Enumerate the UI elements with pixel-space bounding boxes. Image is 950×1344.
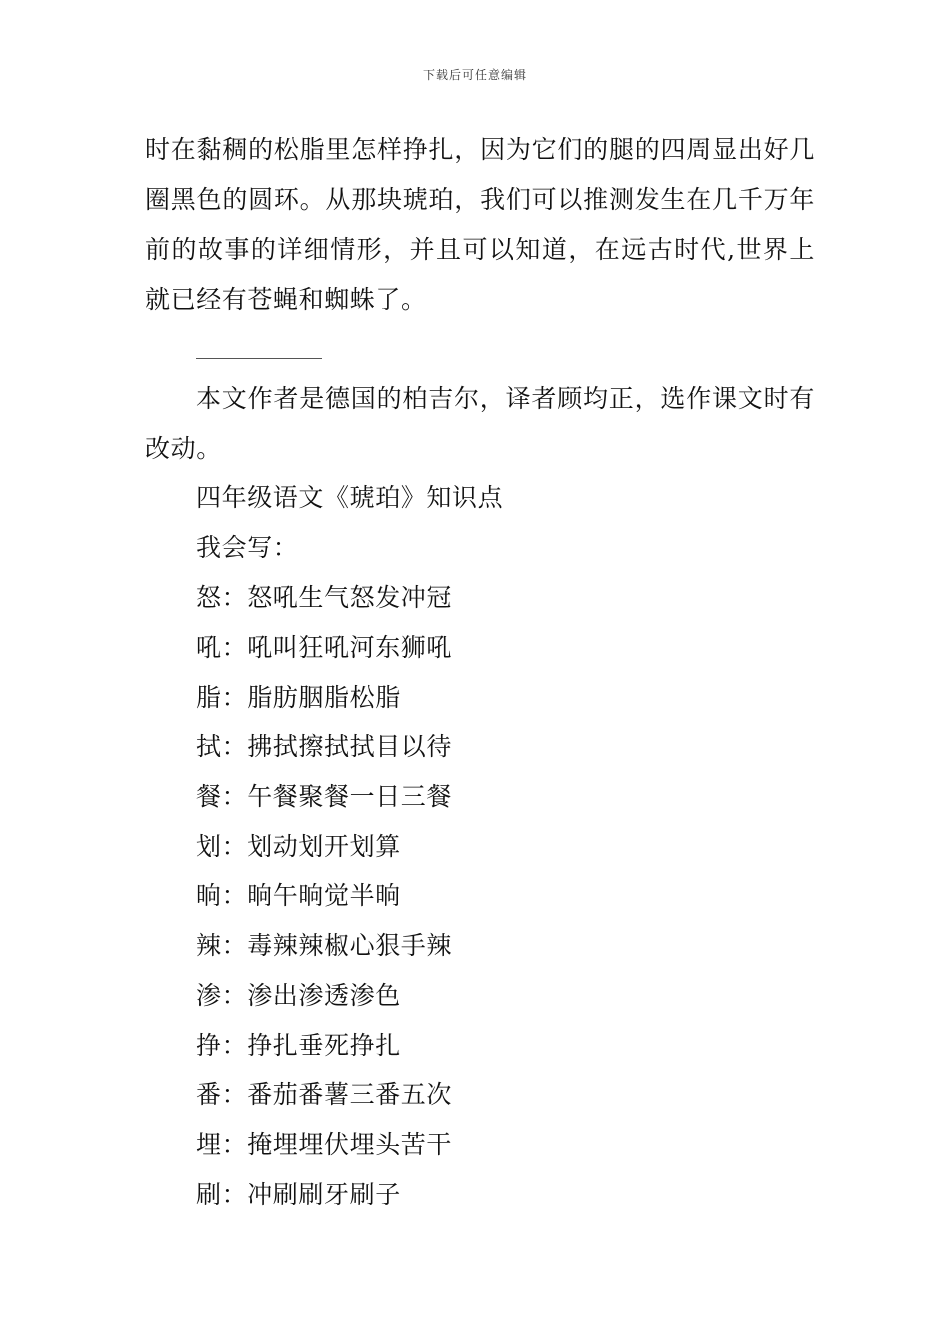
vocab-line: 埋：掩埋埋伏埋头苦干 [196,1130,453,1159]
footnote-divider [196,358,322,359]
body-paragraph: 时在黏稠的松脂里怎样挣扎，因为它们的腿的四周显出好几圈黑色的圆环。从那块琥珀，我们可以推测发生在几千万年前的故事的详细情形，并且可以知道，在远古时代,世界上就已经有苍蝇和蜘蛛了。 [145,135,815,314]
page-header: 下载后可任意编辑 [422,68,527,82]
section-title: 四年级语文《琥珀》知识点 [196,483,504,512]
vocab-line: 晌：晌午晌觉半晌 [196,881,401,910]
vocab-line: 拭：拂拭擦拭拭目以待 [196,732,453,761]
vocab-line: 餐：午餐聚餐一日三餐 [196,782,453,811]
vocab-line: 渗：渗出渗透渗色 [196,981,401,1010]
vocab-line: 辣：毒辣辣椒心狠手辣 [196,931,453,960]
footnote-paragraph: 本文作者是德国的柏吉尔，译者顾均正，选作课文时有改动。 [145,384,815,463]
vocab-line: 挣：挣扎垂死挣扎 [196,1031,401,1060]
vocab-line: 番：番茄番薯三番五次 [196,1080,453,1109]
vocab-line: 脂：脂肪胭脂松脂 [196,683,401,712]
vocab-line: 刷：冲刷刷牙刷子 [196,1180,401,1209]
vocab-line: 划：划动划开划算 [196,832,401,861]
vocab-line: 吼：吼叫狂吼河东狮吼 [196,633,453,662]
subheading: 我会写： [196,533,299,562]
vocab-line: 怒：怒吼生气怒发冲冠 [196,583,453,612]
